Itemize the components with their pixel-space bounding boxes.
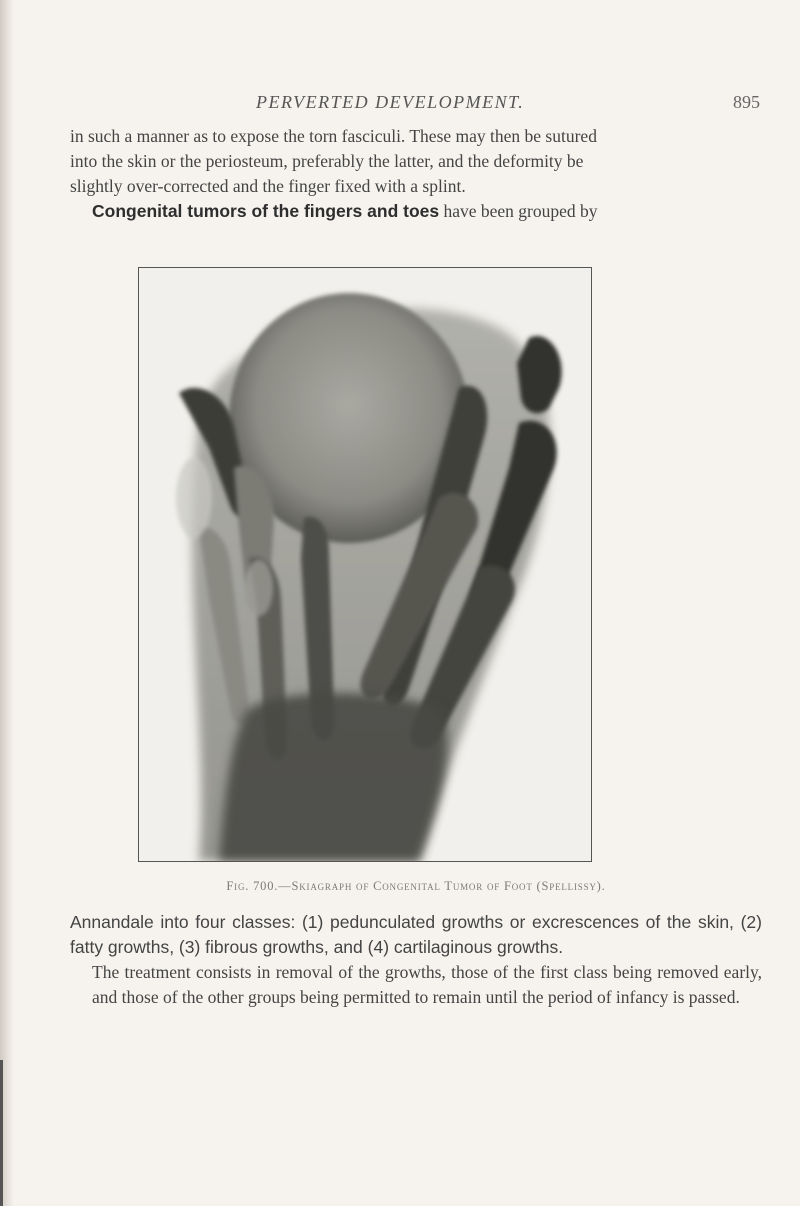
running-head (70, 92, 760, 118)
figure-caption: Fig. 700.—Skiagraph of Congenital Tumor of Foot (Spellissy). (226, 879, 606, 893)
figure-skiagraph (138, 267, 592, 862)
classes-sentence: Annandale into four classes: (1) pedunculated growths or excrescences of the skin, (2) fatty growths, (3) fibrous growths, and (4) cartilaginous growths. (70, 912, 762, 957)
treatment-sentence: The treatment consists in removal of the growths, those of the first class being removed early, and those of the other groups being permitted to remain until the period of infancy is passed. (92, 962, 762, 1007)
lead-in-heading: Congenital tumors of the fingers and toes (92, 201, 440, 221)
running-title: PERVERTED DEVELOPMENT. (256, 92, 525, 112)
classes-text (70, 910, 762, 960)
page-number: 895 (733, 92, 760, 112)
lead-in-rest: have been grouped by (439, 201, 598, 221)
page-binding-shadow (0, 0, 14, 1206)
paragraph-classes (70, 910, 762, 1010)
text-line: into the skin or the periosteum, preferably the latter, and the deformity be (70, 151, 584, 171)
paragraph-congenital-tumors-start (70, 199, 762, 224)
xray-image (139, 268, 591, 861)
page-binding-edge (0, 1060, 3, 1206)
paragraph-treatment (70, 960, 762, 1010)
text-line: in such a manner as to expose the torn fasciculi. These may then be sutured (70, 126, 597, 146)
paragraph-continuation (70, 124, 762, 224)
text-line: slightly over-corrected and the finger fixed with a splint. (70, 176, 466, 196)
